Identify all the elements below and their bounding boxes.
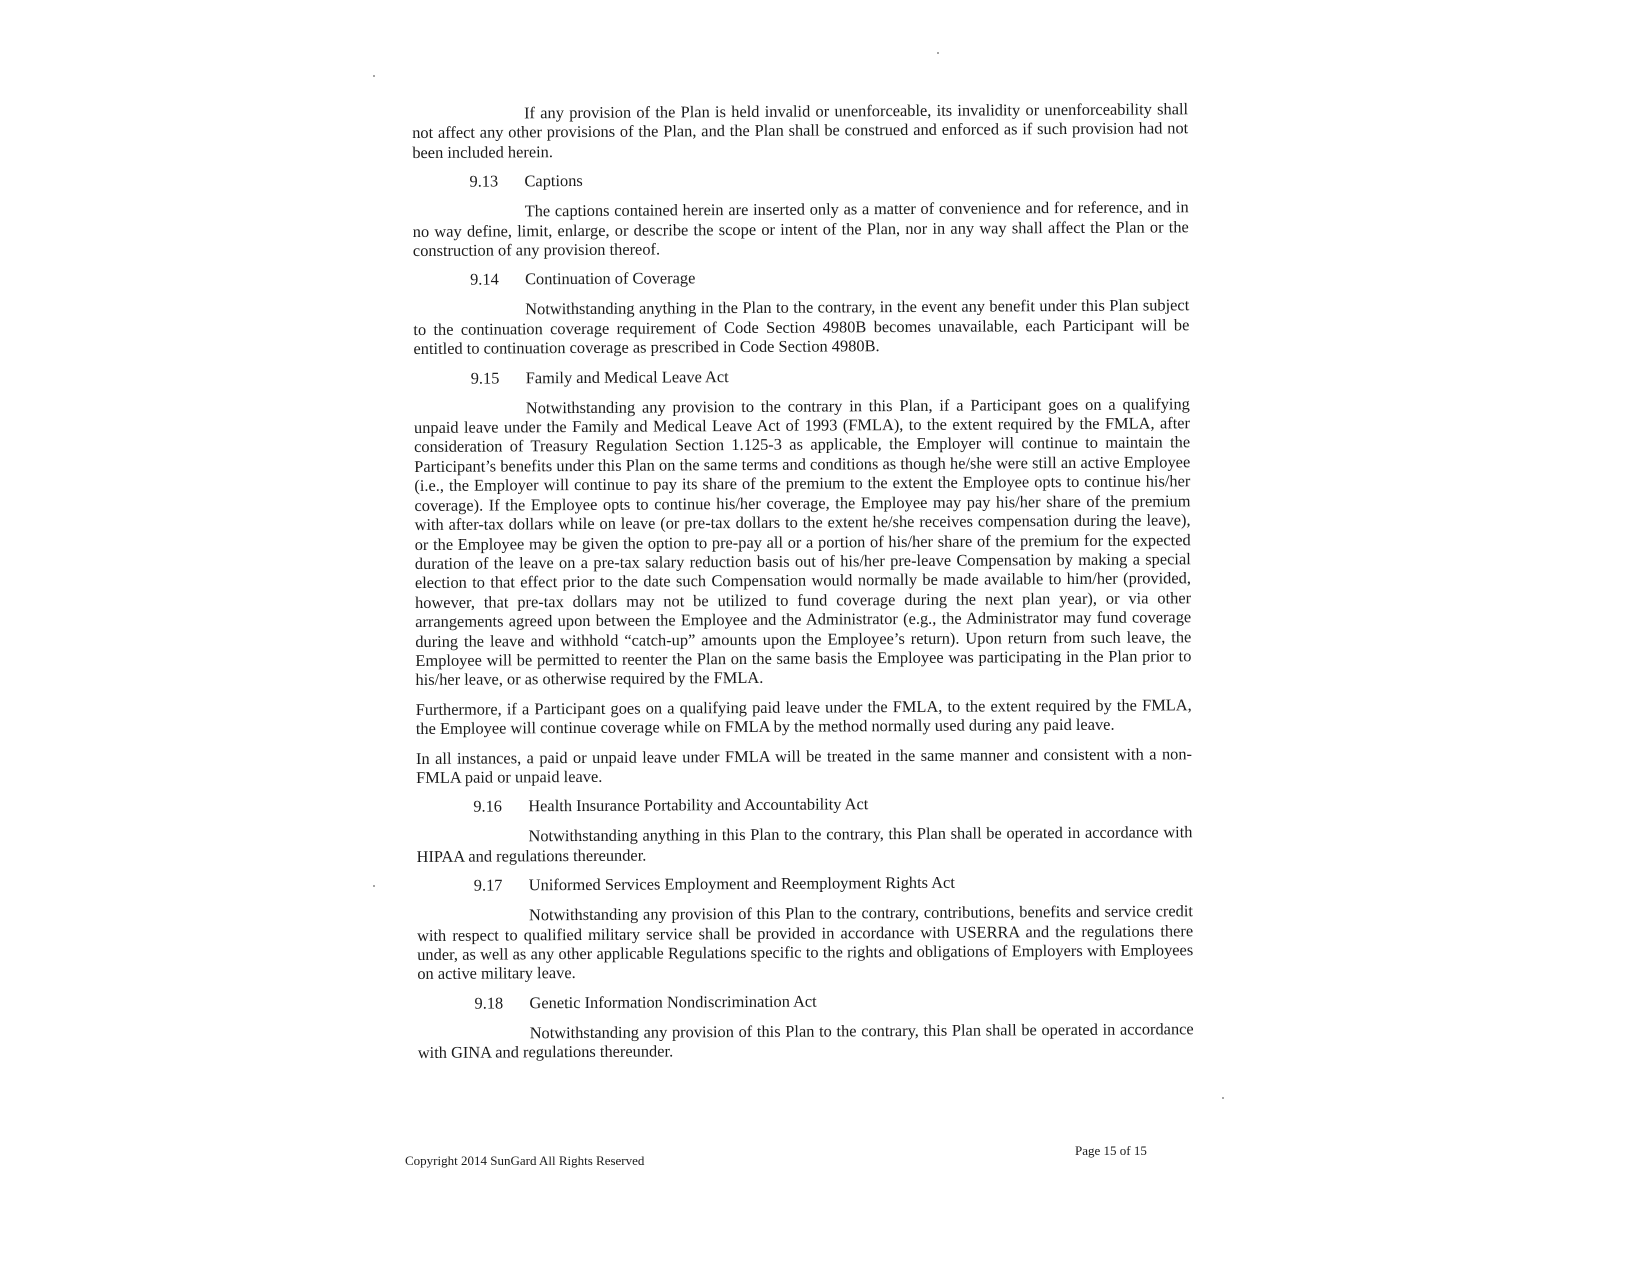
- section-heading-9-13: [412, 167, 1188, 192]
- section-heading-9-17: [417, 871, 1193, 896]
- scan-speck: [1222, 1097, 1224, 1099]
- section-body: Notwithstanding anything in the Plan to the contrary, in the event any benefit under this Plan subject to the continuation coverage requirement of Code Section 4980B becomes unavailable, each Participant will be entitled to continuation coverage as prescribed in Code Section 4980B.: [413, 295, 1190, 359]
- section-body: Furthermore, if a Participant goes on a qualifying paid leave under the FMLA, to the extent required by the FMLA, the Employee will continue coverage while on FMLA by the method normally used during any paid leave.: [415, 694, 1192, 739]
- section-title: Family and Medical Leave Act: [525, 366, 729, 387]
- section-heading-9-16: [416, 793, 1192, 818]
- section-number: 9.16: [473, 796, 503, 817]
- section-heading-9-15: [414, 364, 1190, 389]
- document-page: [412, 99, 1194, 1072]
- scan-speck: [373, 885, 375, 887]
- section-title: Uniformed Services Employment and Reemployment Rights Act: [528, 872, 955, 895]
- section-number: 9.13: [469, 171, 499, 191]
- section-number: 9.14: [470, 269, 499, 290]
- section-body: The captions contained herein are inserted only as a matter of convenience and for reference, and in no way define, limit, enlarge, or describe the scope or intent of the Plan, nor in any way shall affect the Plan or the construction of any provision thereof.: [412, 197, 1189, 261]
- scan-speck: [937, 52, 939, 54]
- section-title: Health Insurance Portability and Accountability Act: [528, 794, 869, 816]
- section-number: 9.17: [473, 875, 503, 895]
- section-body: In all instances, a paid or unpaid leave under FMLA will be treated in the same manner and consistent with a non-FMLA paid or unpaid leave.: [415, 743, 1193, 787]
- section-body: Notwithstanding any provision of this Plan to the contrary, contributions, benefits and service credit with respect to qualified military service shall be provided in accordance with USERRA and the regulations there under, as well as any other applicable Regulations specific to the rights and obligations of Employers with Employees on active military leave.: [417, 901, 1194, 984]
- page-number: Page 15 of 15: [1075, 1143, 1147, 1158]
- section-title: Captions: [524, 171, 583, 191]
- section-body: Notwithstanding anything in this Plan to the contrary, this Plan shall be operated in accordance with HIPAA and regulations thereunder.: [416, 822, 1193, 866]
- section-title: Genetic Information Nondiscrimination Act: [529, 991, 817, 1013]
- intro-paragraph: If any provision of the Plan is held invalid or unenforceable, its invalidity or unenforceability shall not affect any other provisions of the Plan, and the Plan shall be construed and enforced as if such provision had not been included herein.: [412, 99, 1189, 162]
- copyright-footer: Copyright 2014 SunGard All Rights Reserved: [405, 1153, 645, 1168]
- scan-speck: [373, 75, 375, 77]
- section-body: Notwithstanding any provision to the contrary in this Plan, if a Participant goes on a qualifying unpaid leave under the Family and Medical Leave Act of 1993 (FMLA), to the extent required by the FMLA, after consideration of Treasury Regulation Section 1.125-3 as applicable, the Employer will continue to maintain the Participant’s benefits under this Plan on the same terms and conditions as though he/she were still an active Employee (i.e., the Employer will continue to pay its share of the premium to the extent the Employee opts to continue his/her coverage). If the Employee opts to continue his/her coverage, the Employee may pay his/her share of the premium with after-tax dollars while on leave (or pre-tax dollars to the extent he/she receives compensation during the leave), or the Employee may be given the option to pre-pay all or a portion of his/her share of the premium for the expected duration of the leave on a pre-tax salary reduction basis out of his/her pre-leave Compensation by making a special election to that effect prior to the date such Compensation would normally be made available to him/her (provided, however, that pre-tax dollars may not be utilized to fund coverage during the next plan year), or via other arrangements agreed upon between the Employee and the Administrator (e.g., the Administrator may fund coverage during the leave and withhold “catch-up” amounts upon the Employee’s return). Upon return from such leave, the Employee will be permitted to reenter the Plan on the same basis the Employee was participating in the Plan prior to his/her leave, or as otherwise required by the FMLA.: [413, 393, 1192, 690]
- section-number: 9.15: [470, 368, 500, 388]
- section-title: Continuation of Coverage: [525, 268, 696, 289]
- section-heading-9-14: [413, 266, 1189, 291]
- section-heading-9-18: [417, 989, 1193, 1014]
- section-number: 9.18: [474, 993, 504, 1013]
- section-body: Notwithstanding any provision of this Plan to the contrary, this Plan shall be operated in accordance with GINA and regulations thereunder.: [417, 1019, 1194, 1063]
